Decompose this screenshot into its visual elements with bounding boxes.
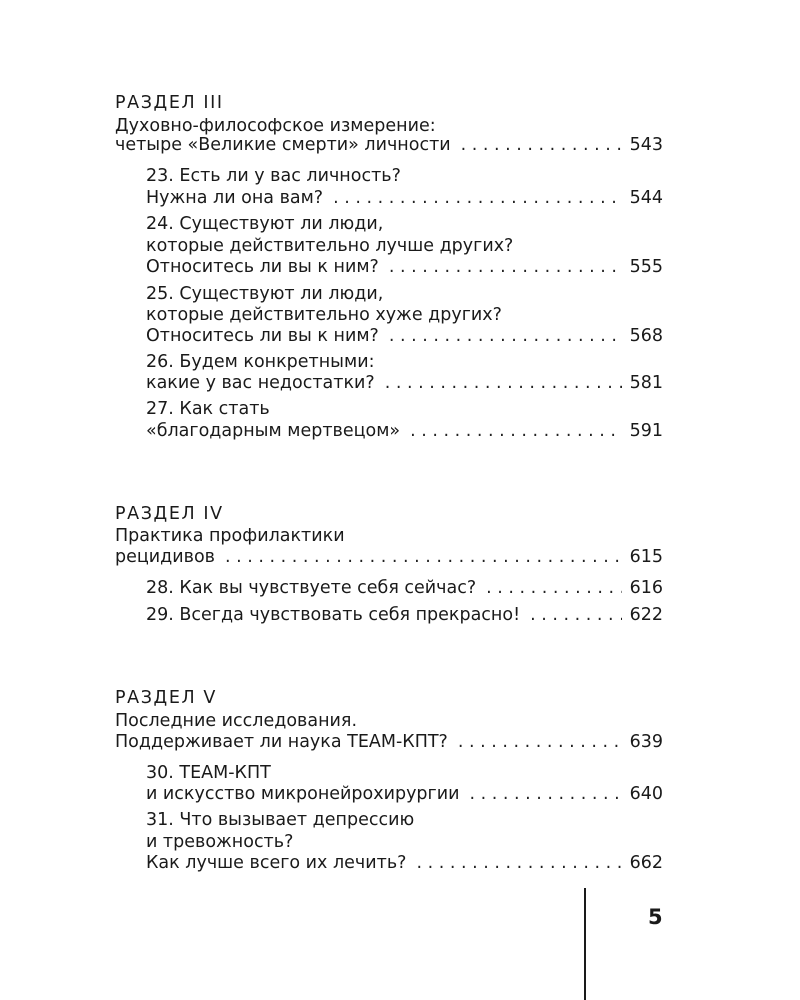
chapter-title-line: «благодарным мертвецом» — [146, 421, 401, 441]
dot-leader — [389, 325, 622, 347]
toc-entry-section-4[interactable] — [115, 546, 663, 568]
toc-entry-section-5[interactable] — [115, 731, 663, 753]
chapter-title-line: Относитесь ли вы к ним? — [146, 326, 379, 346]
toc-entry-chapter-31[interactable] — [146, 852, 663, 874]
page-ref: 640 — [629, 784, 663, 804]
toc-entry-chapter-29[interactable] — [146, 604, 663, 626]
toc-entry-chapter-25[interactable] — [146, 325, 663, 347]
dot-leader — [469, 783, 621, 805]
chapter-title-line: Относитесь ли вы к ним? — [146, 257, 379, 277]
toc-entry-chapter-30[interactable] — [146, 783, 663, 805]
section-title-line: Практика профилактики — [115, 526, 345, 546]
section-title-line: Духовно-философское измерение: — [115, 116, 436, 136]
section-heading-5: РАЗДЕЛ V — [115, 688, 217, 708]
chapter-title-line: 26. Будем конкретными: — [146, 352, 375, 372]
dot-leader — [461, 134, 622, 156]
page-ref: 581 — [629, 373, 663, 393]
chapter-title-line: 30. TEAM-КПТ — [146, 763, 271, 783]
chapter-title-line: 23. Есть ли у вас личность? — [146, 166, 401, 186]
page-ref: 615 — [629, 547, 663, 567]
toc-entry-chapter-27[interactable] — [146, 420, 663, 442]
chapter-title-line: Нужна ли она вам? — [146, 188, 324, 208]
chapter-title-line: 27. Как стать — [146, 399, 270, 419]
dot-leader — [333, 187, 622, 209]
dot-leader — [385, 372, 622, 394]
section-heading-3: РАЗДЕЛ III — [115, 93, 224, 113]
chapter-title-line: Как лучше всего их лечить? — [146, 853, 407, 873]
page-ref: 591 — [629, 421, 663, 441]
dot-leader — [225, 546, 622, 568]
toc-entry-chapter-24[interactable] — [146, 256, 663, 278]
dot-leader — [389, 256, 622, 278]
page-ref: 544 — [629, 188, 663, 208]
page-ref: 568 — [629, 326, 663, 346]
section-title-line: Последние исследования. — [115, 711, 358, 731]
footer-divider — [584, 888, 586, 1000]
chapter-title-line: какие у вас недостатки? — [146, 373, 375, 393]
chapter-title-line: и тревожность? — [146, 832, 294, 852]
chapter-title-line: 28. Как вы чувствуете себя сейчас? — [146, 578, 477, 598]
page-ref: 639 — [629, 732, 663, 752]
chapter-title-line: 31. Что вызывает депрессию — [146, 810, 415, 830]
page-number: 5 — [648, 905, 663, 929]
dot-leader — [410, 420, 621, 442]
toc-entry-chapter-26[interactable] — [146, 372, 663, 394]
dot-leader — [458, 731, 622, 753]
chapter-title-line: 24. Существуют ли люди, — [146, 214, 384, 234]
page-ref: 616 — [629, 578, 663, 598]
section-title-line: четыре «Великие смерти» личности — [115, 135, 451, 155]
chapter-title-line: 25. Существуют ли люди, — [146, 284, 384, 304]
page-ref: 662 — [629, 853, 663, 873]
chapter-title-line: 29. Всегда чувствовать себя прекрасно! — [146, 605, 521, 625]
section-heading-4: РАЗДЕЛ IV — [115, 504, 224, 524]
toc-entry-section-3[interactable] — [115, 134, 663, 156]
toc-entry-chapter-28[interactable] — [146, 577, 663, 599]
page-ref: 543 — [629, 135, 663, 155]
dot-leader — [486, 577, 621, 599]
page-ref: 622 — [629, 605, 663, 625]
section-title-line: Поддерживает ли наука TEAM-КПТ? — [115, 732, 448, 752]
chapter-title-line: которые действительно хуже других? — [146, 305, 502, 325]
chapter-title-line: которые действительно лучше других? — [146, 236, 514, 256]
toc-entry-chapter-23[interactable] — [146, 187, 663, 209]
dot-leader — [530, 604, 621, 626]
section-title-line: рецидивов — [115, 547, 215, 567]
chapter-title-line: и искусство микронейрохирургии — [146, 784, 460, 804]
dot-leader — [416, 852, 621, 874]
page-ref: 555 — [629, 257, 663, 277]
